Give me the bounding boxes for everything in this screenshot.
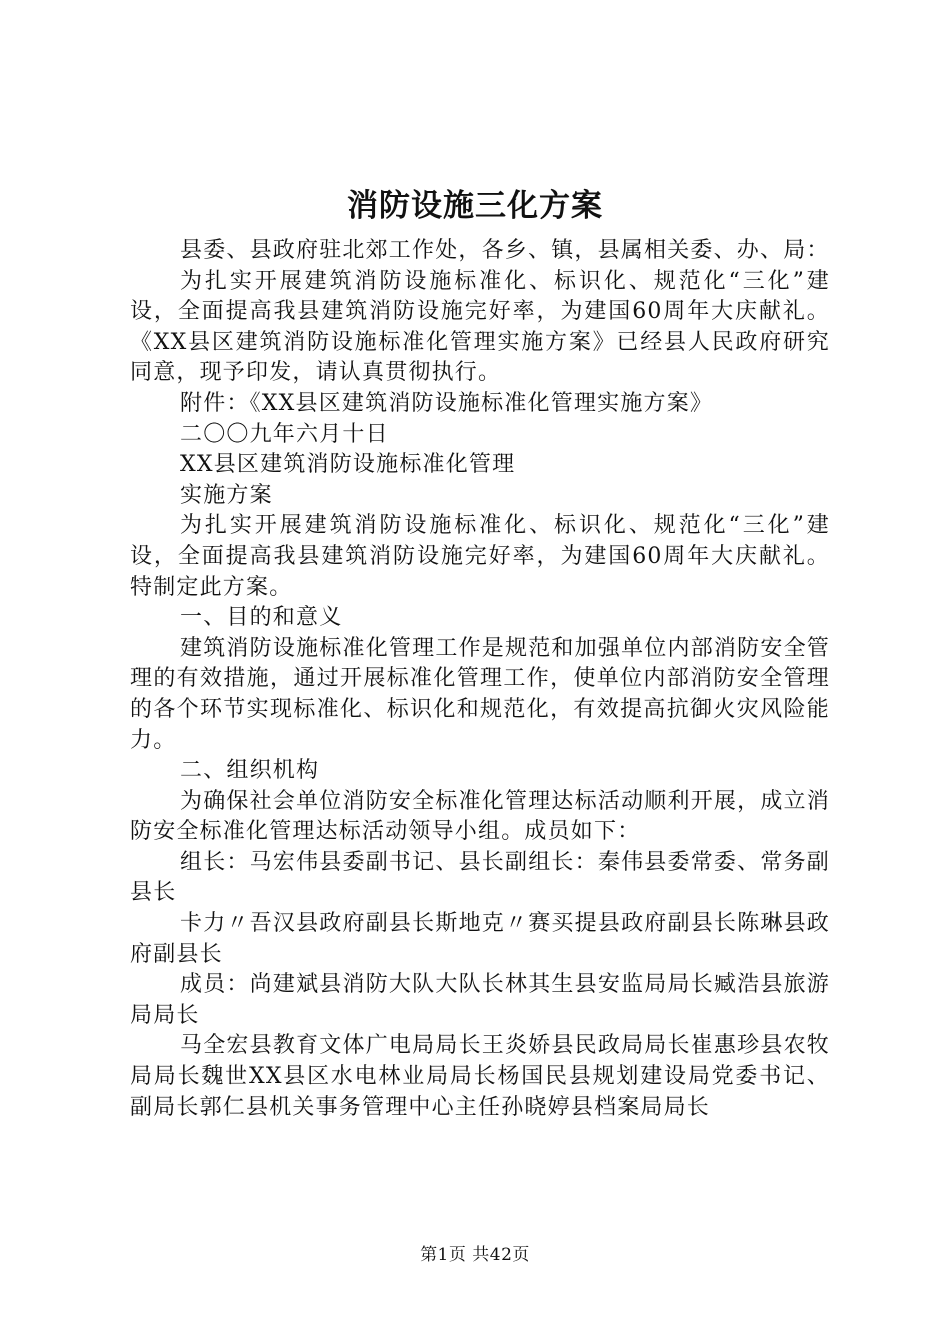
leader-paragraph: 组长：马宏伟县委副书记、县长副组长：秦伟县委常委、常务副县长: [130, 849, 830, 906]
subtitle-line-1: XX县区建筑消防设施标准化管理: [180, 452, 516, 478]
organization-paragraph: 为确保社会单位消防安全标准化管理达标活动顺利开展，成立消防安全标准化管理达标活动领导小组。成员如下：: [130, 788, 830, 845]
document-title: 消防设施三化方案: [347, 188, 603, 224]
subtitle-line-2: 实施方案: [180, 482, 273, 508]
members-paragraph-2: 马全宏县教育文体广电局局长王炎娇县民政局局长崔惠珍县农牧局局长魏世XX县区水电林业局局长杨国民县规划建设局党委书记、副局长郭仁县机关事务管理中心主任孙晓婷县档案局局长: [130, 1033, 830, 1120]
notice-paragraph: 为扎实开展建筑消防设施标准化、标识化、规范化“三化”建设，全面提高我县建筑消防设施完好率，为建国60周年大庆献礼。《XX县区建筑消防设施标准化管理实施方案》已经县人民政府研究同意，现予印发，请认真贯彻执行。: [130, 268, 830, 386]
document-body: [130, 236, 830, 1123]
page-number-footer: 第1页 共42页: [420, 1245, 530, 1265]
date-line: 二〇〇九年六月十日: [180, 421, 389, 447]
section-heading-purpose: 一、目的和意义: [180, 605, 343, 631]
attachment-line: 附件：《XX县区建筑消防设施标准化管理实施方案》: [180, 390, 714, 416]
purpose-paragraph: 建筑消防设施标准化管理工作是规范和加强单位内部消防安全管理的有效措施，通过开展标准化管理工作，使单位内部消防安全管理的各个环节实现标准化、标识化和规范化，有效提高抗御火灾风险能力。: [130, 635, 830, 753]
salutation-paragraph: 县委、县政府驻北郊工作处，各乡、镇，县属相关委、办、局：: [180, 238, 830, 263]
deputy-paragraph: 卡力〃吾汉县政府副县长斯地克〃赛买提县政府副县长陈琳县政府副县长: [130, 911, 830, 967]
members-paragraph-1: 成员：尚建斌县消防大队大队长林其生县安监局局长臧浩县旅游局局长: [130, 972, 830, 1028]
intro-paragraph: 为扎实开展建筑消防设施标准化、标识化、规范化“三化”建设，全面提高我县建筑消防设施完好率，为建国60周年大庆献礼。特制定此方案。: [130, 513, 830, 600]
section-heading-organization: 二、组织机构: [180, 758, 320, 784]
